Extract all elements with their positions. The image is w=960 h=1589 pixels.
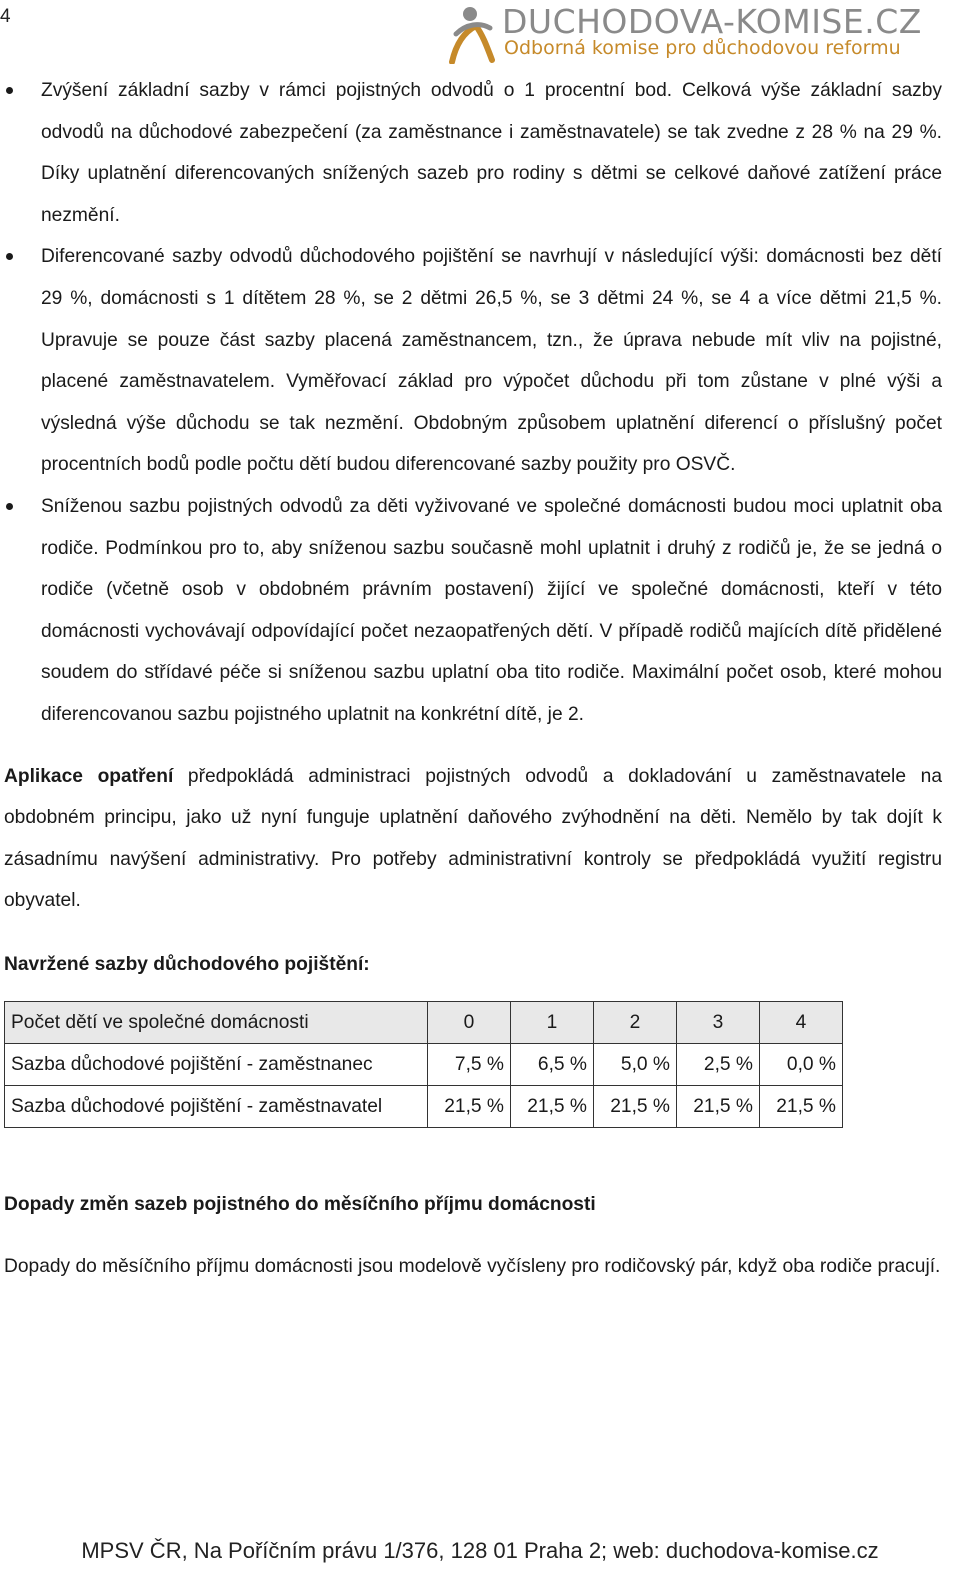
table-cell: 2,5 % — [677, 1044, 760, 1086]
table-cell: Sazba důchodové pojištění - zaměstnanec — [5, 1044, 428, 1086]
logo-figure-icon — [446, 4, 498, 64]
application-paragraph — [4, 756, 942, 922]
list-item-text: Sníženou sazbu pojistných odvodů za děti vyživované ve společné domácnosti budou moci uplatnit oba rodiče. Podmínkou pro to, aby sníženou sazbu současně mohl uplatnit i druhý z rodičů je, že se jedná o rodiče (včetně osob v obdobném právním postavení) žijící ve společné domácnosti, kteří v této domácnosti vychovávají odpovídající počet nezaopatřených dětí. V případě rodičů majících dítě přidělené soudem do střídavé péče si sníženou sazbu uplatní oba tito rodiče. Maximální počet osob, které mohou diferencovanou sazbu pojistného uplatnit na konkrétní dítě, je 2. — [41, 495, 942, 725]
impact-heading: Dopady změn sazeb pojistného do měsíčního příjmu domácnosti — [4, 1194, 596, 1216]
impact-paragraph: Dopady do měsíčního příjmu domácnosti jsou modelově vyčísleny pro rodičovský pár, když oba rodiče pracují. — [4, 1256, 941, 1278]
footer: MPSV ČR, Na Poříčním právu 1/376, 128 01 Praha 2; web: duchodova-komise.cz — [81, 1538, 879, 1563]
table-cell: 21,5 % — [677, 1086, 760, 1128]
table-cell: 21,5 % — [511, 1086, 594, 1128]
list-item — [4, 70, 942, 236]
logo-subtitle: Odborná komise pro důchodovou reformu — [504, 37, 901, 59]
bullet-icon — [6, 503, 13, 510]
list-item-text: Diferencované sazby odvodů důchodového pojištění se navrhují v následující výši: domácnosti bez dětí 29 %, domácnosti s 1 dítětem 28 %, se 2 dětmi 26,5 %, se 3 dětmi 24 %, se 4 a více dětmi 21,5 %. Upravuje se pouze část sazby placená zaměstnancem, tzn., že úprava nebude mít vliv na pojistné, placené zaměstnavatelem. Vyměřovací základ pro výpočet důchodu při tom zůstane v plné výši a výsledná výše důchodu se tak nezmění. Obdobným způsobem uplatnění diferencí o příslušný počet procentních bodů podle počtu dětí budou diferencované sazby použity pro OSVČ. — [41, 246, 942, 476]
page-number: 4 — [0, 6, 11, 27]
table-cell: 4 — [760, 1002, 843, 1044]
rates-heading: Navržené sazby důchodového pojištění: — [4, 953, 370, 975]
logo-title: DUCHODOVA-KOMISE.CZ — [502, 2, 922, 41]
table-cell: 3 — [677, 1002, 760, 1044]
table-cell: 21,5 % — [594, 1086, 677, 1128]
application-text: předpokládá administraci pojistných odvodů a dokladování u zaměstnavatele na obdobném principu, jako už nyní funguje uplatnění daňového zvýhodnění na děti. Nemělo by tak dojít k zásadnímu navýšení administrativy. Pro potřeby administrativní kontroly se předpokládá využití registru obyvatel. — [4, 765, 942, 912]
table-cell: 21,5 % — [760, 1086, 843, 1128]
table-cell: Sazba důchodové pojištění - zaměstnavatel — [5, 1086, 428, 1128]
table-cell: 6,5 % — [511, 1044, 594, 1086]
table-cell: 1 — [511, 1002, 594, 1044]
table-cell: 0 — [428, 1002, 511, 1044]
table-cell: 5,0 % — [594, 1044, 677, 1086]
list-item-text: Zvýšení základní sazby v rámci pojistných odvodů o 1 procentní bod. Celková výše základní sazby odvodů na důchodové zabezpečení (za zaměstnance i zaměstnavatele) se tak zvedne z 28 % na 29 %. Díky uplatnění diferencovaných snížených sazeb pro rodiny s dětmi se celkové daňové zatížení práce nezmění. — [41, 80, 942, 226]
application-bold: Aplikace opatření — [4, 765, 174, 787]
list-item — [4, 486, 942, 736]
bullet-icon — [6, 253, 13, 260]
bullet-list — [4, 70, 942, 736]
table-header-row — [5, 1002, 843, 1044]
table-row — [5, 1044, 843, 1086]
table-cell: Počet dětí ve společné domácnosti — [5, 1002, 428, 1044]
logo — [446, 0, 946, 66]
list-item — [4, 236, 942, 486]
table-cell: 2 — [594, 1002, 677, 1044]
table-cell: 7,5 % — [428, 1044, 511, 1086]
bullet-icon — [6, 87, 13, 94]
document-body — [4, 70, 942, 1288]
rates-table — [4, 1001, 843, 1128]
table-row — [5, 1086, 843, 1128]
table-cell: 21,5 % — [428, 1086, 511, 1128]
table-cell: 0,0 % — [760, 1044, 843, 1086]
